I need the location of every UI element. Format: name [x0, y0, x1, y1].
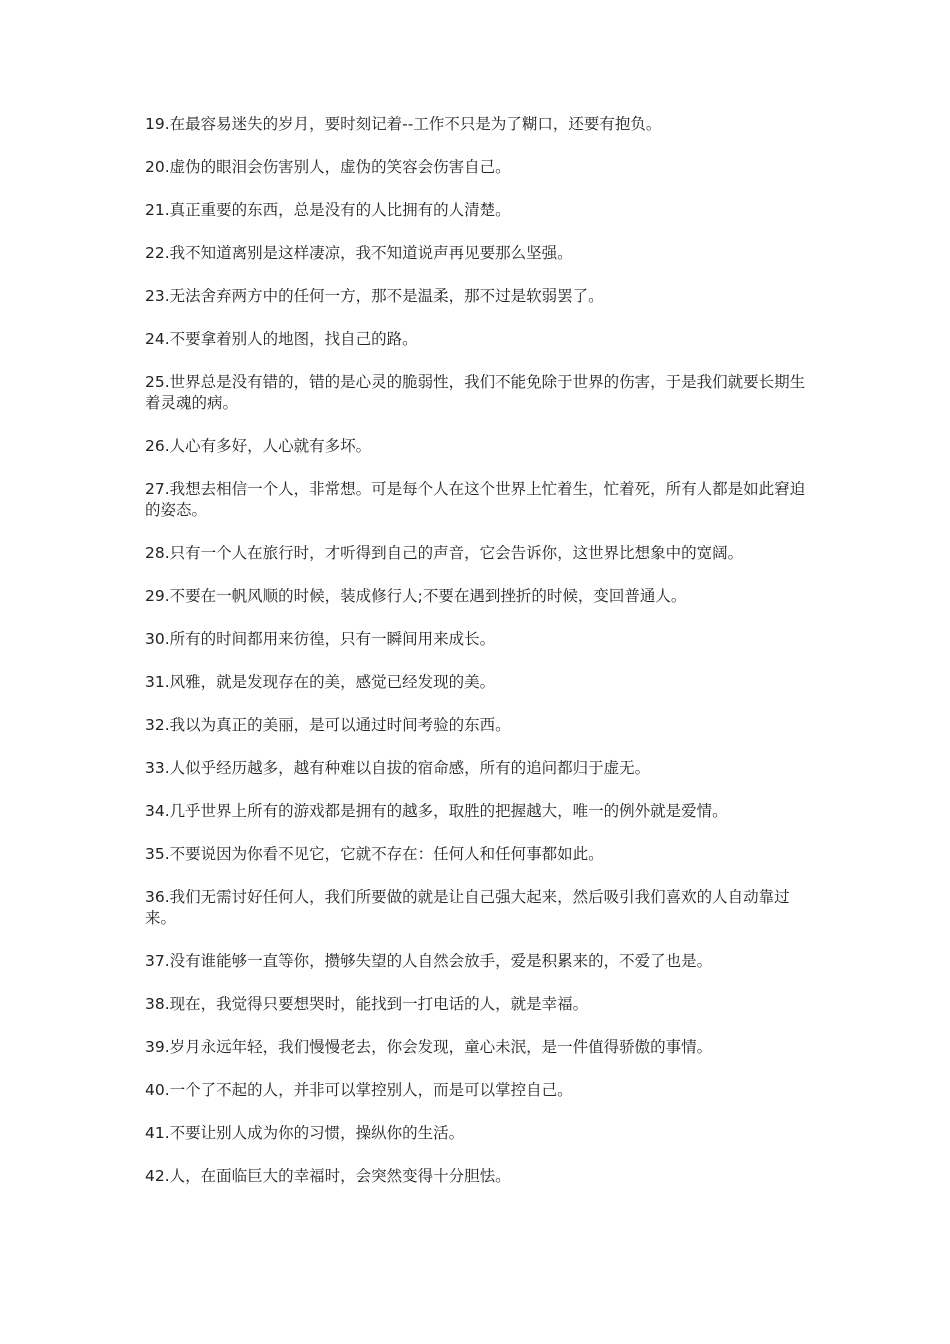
quote-item: 32.我以为真正的美丽，是可以通过时间考验的东西。: [145, 716, 511, 734]
quote-list: [145, 114, 813, 1209]
quote-item: 25.世界总是没有错的，错的是心灵的脆弱性，我们不能免除于世界的伤害，于是我们就要长期生着灵魂的病。: [145, 373, 806, 412]
quote-item: 31.风雅，就是发现存在的美，感觉已经发现的美。: [145, 673, 496, 691]
quote-item: 42.人，在面临巨大的幸福时，会突然变得十分胆怯。: [145, 1167, 511, 1185]
quote-item: 27.我想去相信一个人，非常想。可是每个人在这个世界上忙着生，忙着死，所有人都是如此窘迫的姿态。: [145, 480, 806, 519]
quote-item: 33.人似乎经历越多，越有种难以自拔的宿命感，所有的追问都归于虚无。: [145, 759, 651, 777]
quote-item: 29.不要在一帆风顺的时候，装成修行人;不要在遇到挫折的时候，变回普通人。: [145, 587, 687, 605]
quote-item: 40.一个了不起的人，并非可以掌控别人，而是可以掌控自己。: [145, 1081, 573, 1099]
quote-item: 21.真正重要的东西，总是没有的人比拥有的人清楚。: [145, 201, 511, 219]
quote-item: 22.我不知道离别是这样凄凉，我不知道说声再见要那么坚强。: [145, 244, 573, 262]
quote-item: 30.所有的时间都用来彷徨，只有一瞬间用来成长。: [145, 630, 496, 648]
quote-item: 19.在最容易迷失的岁月，要时刻记着--工作不只是为了糊口，还要有抱负。: [145, 115, 662, 133]
quote-item: 34.几乎世界上所有的游戏都是拥有的越多，取胜的把握越大，唯一的例外就是爱情。: [145, 802, 728, 820]
quote-item: 24.不要拿着别人的地图，找自己的路。: [145, 330, 418, 348]
quote-item: 37.没有谁能够一直等你，攒够失望的人自然会放手，爱是积累来的，不爱了也是。: [145, 952, 713, 970]
quote-item: 38.现在，我觉得只要想哭时，能找到一打电话的人，就是幸福。: [145, 995, 589, 1013]
quote-item: 35.不要说因为你看不见它，它就不存在：任何人和任何事都如此。: [145, 845, 604, 863]
quote-item: 41.不要让别人成为你的习惯，操纵你的生活。: [145, 1124, 465, 1142]
quote-item: 20.虚伪的眼泪会伤害别人，虚伪的笑容会伤害自己。: [145, 158, 511, 176]
quote-item: 26.人心有多好，人心就有多坏。: [145, 437, 372, 455]
quote-item: 23.无法舍弃两方中的任何一方，那不是温柔，那不过是软弱罢了。: [145, 287, 604, 305]
quote-item: 39.岁月永远年轻，我们慢慢老去，你会发现，童心未泯，是一件值得骄傲的事情。: [145, 1038, 713, 1056]
quote-item: 28.只有一个人在旅行时，才听得到自己的声音，它会告诉你，这世界比想象中的宽阔。: [145, 544, 744, 562]
quote-item: 36.我们无需讨好任何人，我们所要做的就是让自己强大起来，然后吸引我们喜欢的人自动靠过来。: [145, 888, 790, 927]
